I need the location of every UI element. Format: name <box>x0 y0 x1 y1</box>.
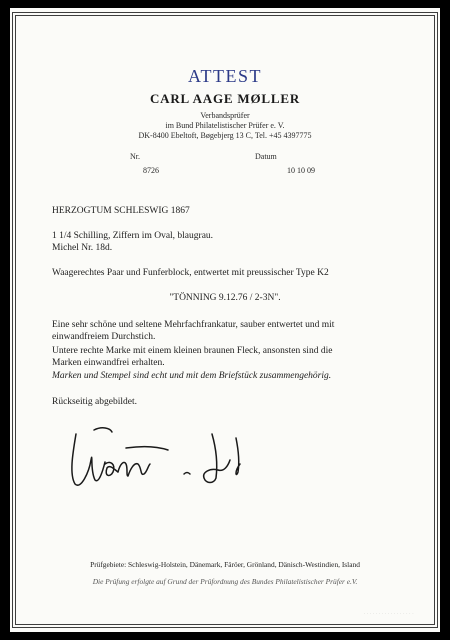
paragraph-line-4: Marken einwandfrei erhalten. <box>52 358 165 368</box>
reverse-note: Rückseitig abgebildet. <box>52 397 137 407</box>
certificate-title: ATTEST <box>188 66 262 86</box>
stamp-heading: HERZOGTUM SCHLESWIG 1867 <box>52 206 190 216</box>
examination-rules-note: Die Prüfung erfolgte auf Grund der Prüfordnung des Bundes Philatelistischer Prüfer e.V. <box>92 577 358 586</box>
catalog-number: Michel Nr. 18d. <box>52 243 113 253</box>
paragraph-line-2: einwandfreiem Durchstich. <box>52 332 156 342</box>
printer-microtext: · · · · · · · · · · · · · · · · · <box>363 612 414 616</box>
examiner-address: DK-8400 Ebeltoft, Bøgebjerg 13 C, Tel. +45 4397775 <box>138 131 312 140</box>
examination-areas: Prüfgebiete: Schleswig-Holstein, Dänemark, Färöer, Grönland, Dänisch-Westindien, Island <box>90 560 360 569</box>
examiner-role: Verbandsprüfer <box>200 111 250 120</box>
number-label: Nr. <box>130 152 140 161</box>
certificate-number: 8726 <box>143 166 159 175</box>
paragraph-line-3: Untere rechte Marke mit einem kleinen braunen Fleck, ansonsten sind die <box>52 346 333 356</box>
authenticity-statement: Marken und Stempel sind echt und mit dem Briefstück zusammengehörig. <box>52 371 332 381</box>
stamp-description: 1 1/4 Schilling, Ziffern im Oval, blaugrau. <box>52 231 214 241</box>
examiner-association: im Bund Philatelistischer Prüfer e. V. <box>165 121 285 130</box>
paragraph-line-1: Eine sehr schöne und seltene Mehrfachfrankatur, sauber entwertet und mit <box>52 320 335 330</box>
cancellation-description: Waagerechtes Paar und Funferblock, entwertet mit preussischer Type K2 <box>52 268 329 278</box>
examiner-name: CARL AAGE MØLLER <box>149 91 301 106</box>
handwritten-signature <box>60 420 280 510</box>
date-label: Datum <box>255 152 277 161</box>
postmark-text: "TÖNNING 9.12.76 / 2-3N". <box>169 293 281 303</box>
certificate-date: 10 10 09 <box>287 166 315 175</box>
